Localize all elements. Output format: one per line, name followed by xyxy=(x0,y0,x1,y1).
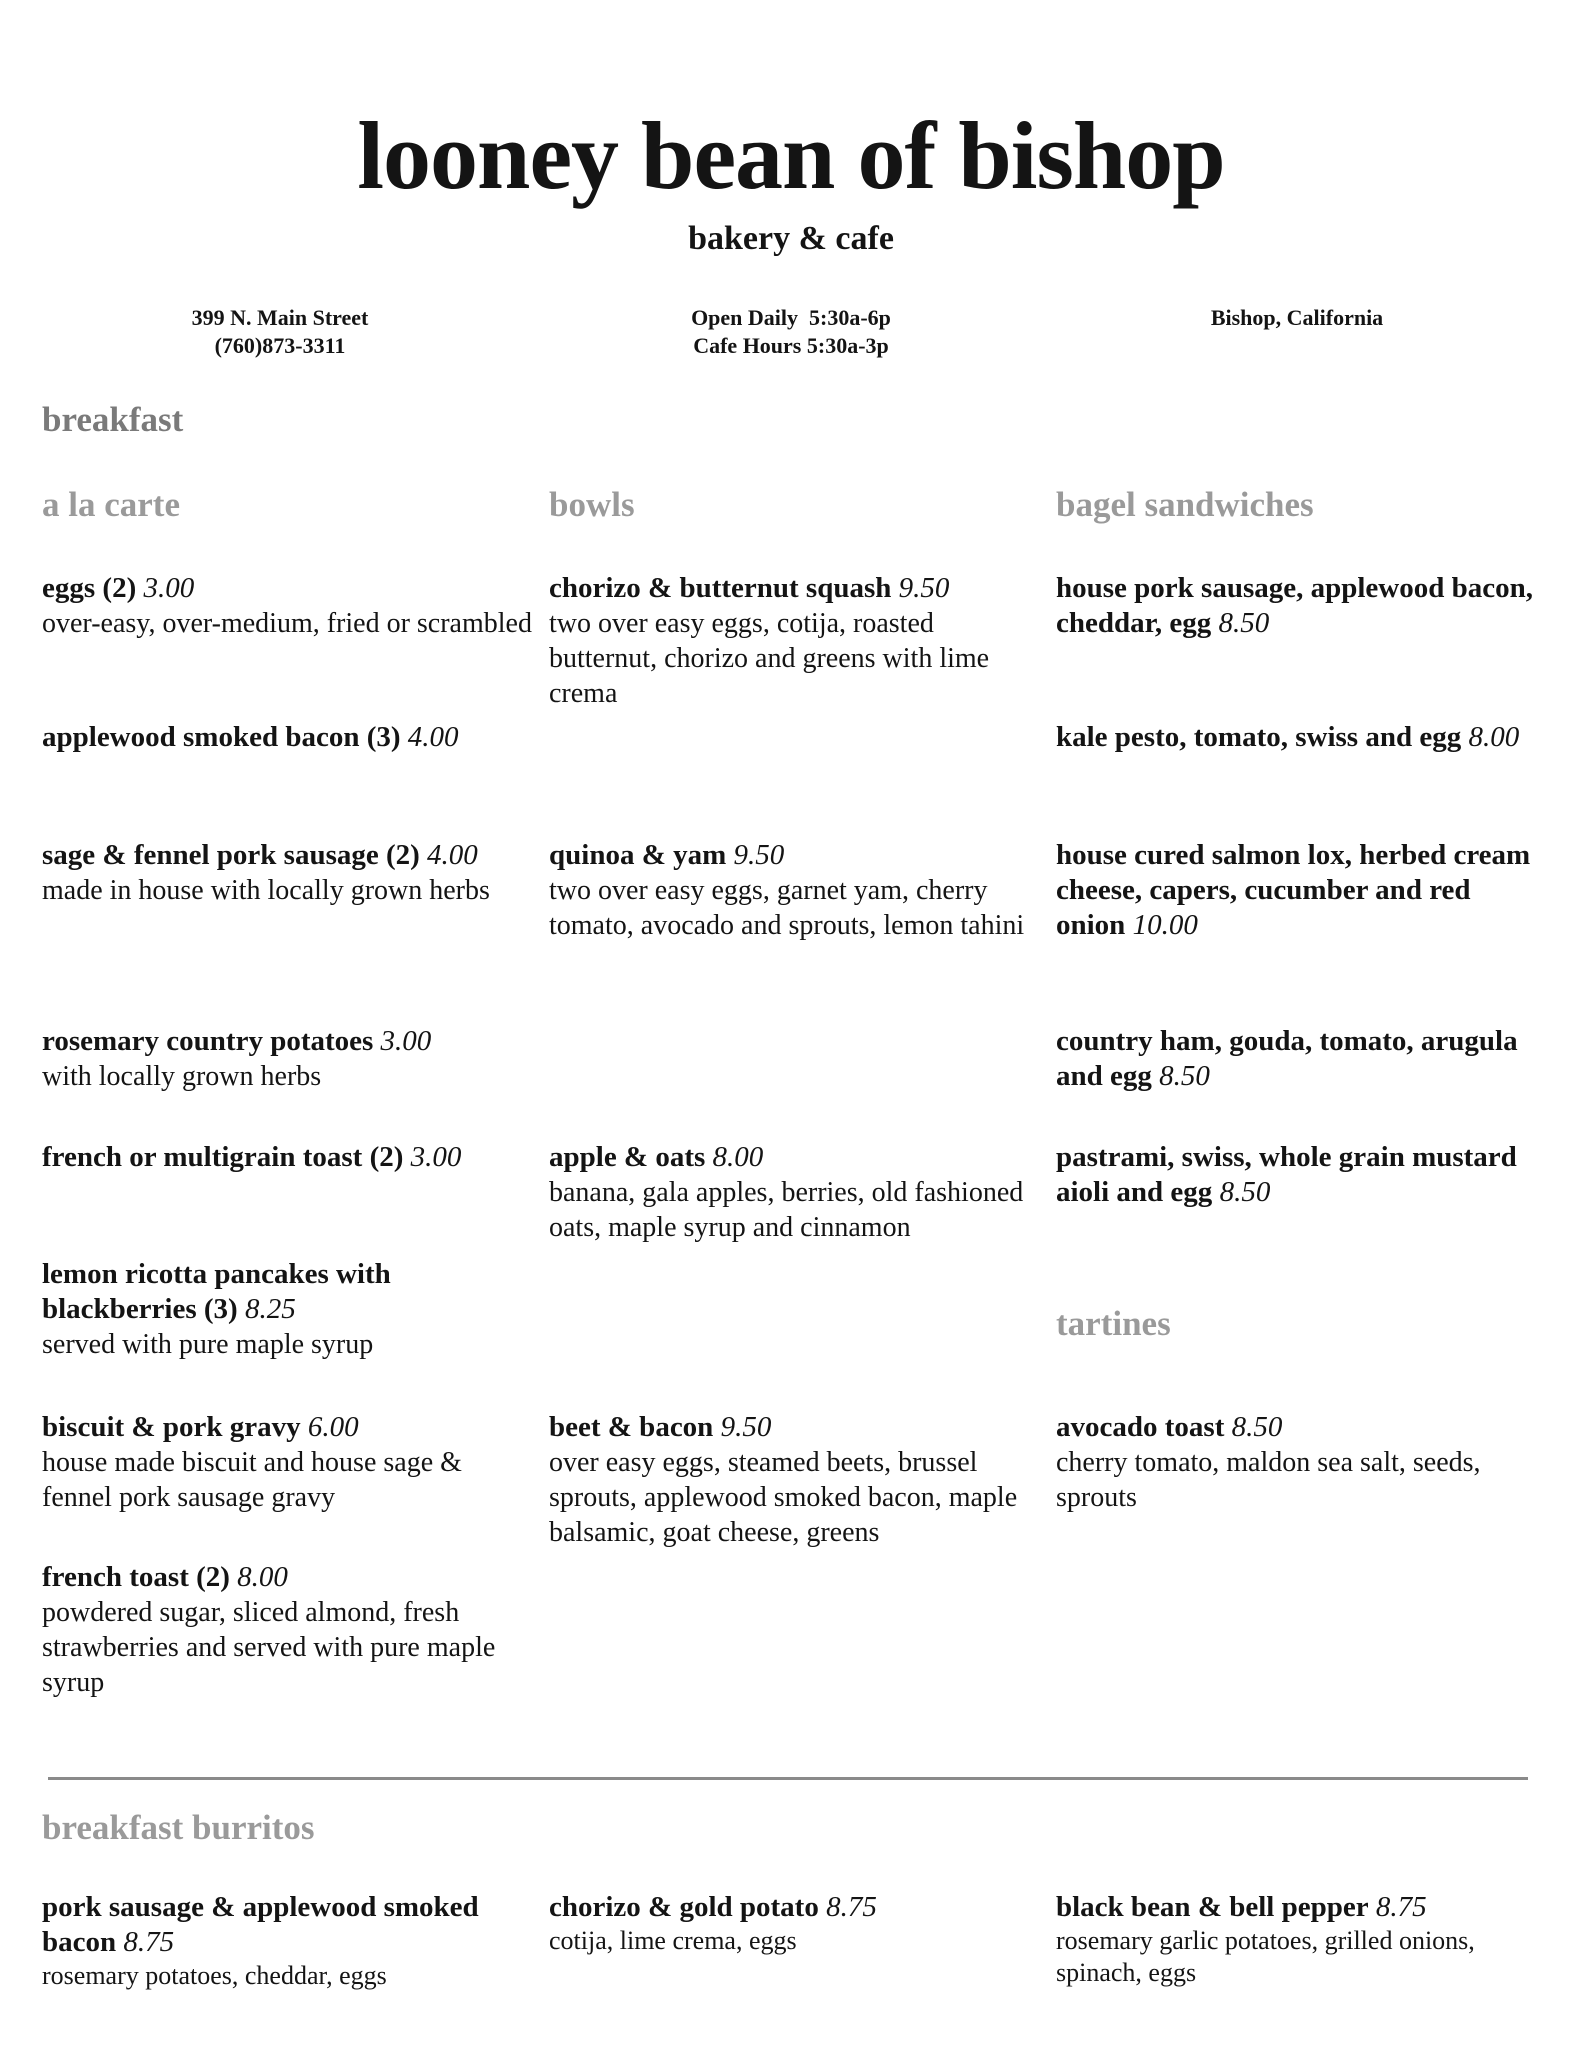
location-block xyxy=(1087,304,1507,332)
item-name: kale pesto, tomato, swiss and egg xyxy=(1056,721,1462,753)
item-price: 8.75 xyxy=(123,1926,175,1958)
item-name: french toast (2) xyxy=(42,1561,230,1593)
item-price: 3.00 xyxy=(380,1025,432,1057)
section-title-breakfast: breakfast xyxy=(42,400,184,439)
cafe-hours: Cafe Hours 5:30a-3p xyxy=(693,333,889,358)
item-price: 9.50 xyxy=(720,1411,772,1443)
phone-number: (760)873-3311 xyxy=(214,333,346,358)
menu-item xyxy=(42,1257,532,1362)
menu-item xyxy=(1056,720,1546,755)
item-description: two over easy eggs, cotija, roasted butternut, chorizo and greens with lime crema xyxy=(549,608,990,709)
menu-item xyxy=(1056,1024,1546,1094)
menu-item xyxy=(549,1890,1039,1957)
item-price: 8.00 xyxy=(237,1561,288,1593)
street-address: 399 N. Main Street xyxy=(191,305,369,330)
section-divider xyxy=(48,1777,1528,1780)
item-description: rosemary garlic potatoes, grilled onions, spinach, eggs xyxy=(1056,1926,1475,1987)
item-price: 4.00 xyxy=(427,839,478,871)
item-price: 8.00 xyxy=(1468,721,1520,753)
item-name: lemon ricotta pancakes with blackberries (3) xyxy=(42,1258,391,1325)
menu-item xyxy=(1056,1890,1546,1989)
item-name: pastrami, swiss, whole grain mustard aioli and egg xyxy=(1056,1141,1517,1208)
item-price: 9.50 xyxy=(898,572,950,604)
item-price: 6.00 xyxy=(307,1411,359,1443)
menu-item xyxy=(42,838,532,908)
heading-tartines: tartines xyxy=(1056,1304,1171,1343)
menu-item xyxy=(42,720,532,755)
item-description: with locally grown herbs xyxy=(42,1061,322,1092)
menu-item xyxy=(549,1140,1039,1245)
menu-subtitle: bakery & cafe xyxy=(688,220,894,257)
item-name: house pork sausage, applewood bacon, cheddar, egg xyxy=(1056,572,1533,639)
item-name: apple & oats xyxy=(549,1141,706,1173)
item-price: 8.50 xyxy=(1218,607,1270,639)
item-price: 10.00 xyxy=(1132,909,1198,941)
menu-item xyxy=(42,1410,532,1515)
menu-item xyxy=(42,1140,532,1175)
item-price: 8.75 xyxy=(826,1891,877,1923)
city-state: Bishop, California xyxy=(1210,305,1384,330)
item-description: made in house with locally grown herbs xyxy=(42,875,490,906)
item-description: powdered sugar, sliced almond, fresh strawberries and served with pure maple syrup xyxy=(42,1597,496,1698)
item-description: over-easy, over-medium, fried or scrambled xyxy=(42,608,532,639)
item-name: biscuit & pork gravy xyxy=(42,1411,301,1443)
item-description: served with pure maple syrup xyxy=(42,1329,374,1360)
menu-title: looney bean of bishop xyxy=(357,102,1225,209)
item-name: quinoa & yam xyxy=(549,839,727,871)
hours-block xyxy=(581,304,1001,360)
item-price: 8.25 xyxy=(244,1293,296,1325)
address-block xyxy=(70,304,490,360)
item-price: 8.50 xyxy=(1159,1060,1210,1092)
item-price: 8.50 xyxy=(1231,1411,1283,1443)
item-description: rosemary potatoes, cheddar, eggs xyxy=(42,1961,387,1990)
heading-bowls: bowls xyxy=(549,485,635,524)
menu-item xyxy=(1056,571,1546,641)
item-description: two over easy eggs, garnet yam, cherry tomato, avocado and sprouts, lemon tahini xyxy=(549,875,1025,941)
item-description: cherry tomato, maldon sea salt, seeds, sprouts xyxy=(1056,1447,1481,1513)
item-description: cotija, lime crema, eggs xyxy=(549,1926,797,1955)
item-name: chorizo & gold potato xyxy=(549,1891,819,1923)
item-price: 8.50 xyxy=(1219,1176,1271,1208)
open-hours: Open Daily 5:30a-6p xyxy=(691,305,891,330)
item-name: chorizo & butternut squash xyxy=(549,572,892,604)
item-price: 9.50 xyxy=(733,839,785,871)
heading-breakfast-burritos: breakfast burritos xyxy=(42,1808,315,1847)
item-name: french or multigrain toast (2) xyxy=(42,1141,404,1173)
item-price: 3.00 xyxy=(143,572,195,604)
menu-item xyxy=(42,571,532,641)
item-name: beet & bacon xyxy=(549,1411,714,1443)
item-price: 8.00 xyxy=(712,1141,764,1173)
menu-item xyxy=(42,1560,532,1700)
menu-item xyxy=(1056,838,1546,943)
menu-item xyxy=(42,1024,532,1094)
menu-item xyxy=(549,571,1039,711)
item-price: 8.75 xyxy=(1375,1891,1427,1923)
menu-item xyxy=(42,1890,532,1992)
heading-bagel-sandwiches: bagel sandwiches xyxy=(1056,485,1314,524)
item-name: pork sausage & applewood smoked bacon xyxy=(42,1891,479,1958)
item-name: house cured salmon lox, herbed cream cheese, capers, cucumber and red onion xyxy=(1056,839,1531,941)
item-name: black bean & bell pepper xyxy=(1056,1891,1369,1923)
item-name: rosemary country potatoes xyxy=(42,1025,374,1057)
item-description: house made biscuit and house sage & fennel pork sausage gravy xyxy=(42,1447,462,1513)
item-name: sage & fennel pork sausage (2) xyxy=(42,839,420,871)
menu-item xyxy=(549,1410,1039,1550)
item-name: avocado toast xyxy=(1056,1411,1225,1443)
menu-item xyxy=(549,838,1039,943)
item-name: applewood smoked bacon (3) xyxy=(42,721,401,753)
item-price: 4.00 xyxy=(407,721,459,753)
menu-item xyxy=(1056,1410,1546,1515)
heading-a-la-carte: a la carte xyxy=(42,485,180,524)
menu-item xyxy=(1056,1140,1546,1210)
item-description: over easy eggs, steamed beets, brussel sprouts, applewood smoked bacon, maple balsamic, goat cheese, greens xyxy=(549,1447,1018,1548)
item-description: banana, gala apples, berries, old fashioned oats, maple syrup and cinnamon xyxy=(549,1177,1024,1243)
item-price: 3.00 xyxy=(410,1141,462,1173)
item-name: country ham, gouda, tomato, arugula and egg xyxy=(1056,1025,1518,1092)
item-name: eggs (2) xyxy=(42,572,137,604)
